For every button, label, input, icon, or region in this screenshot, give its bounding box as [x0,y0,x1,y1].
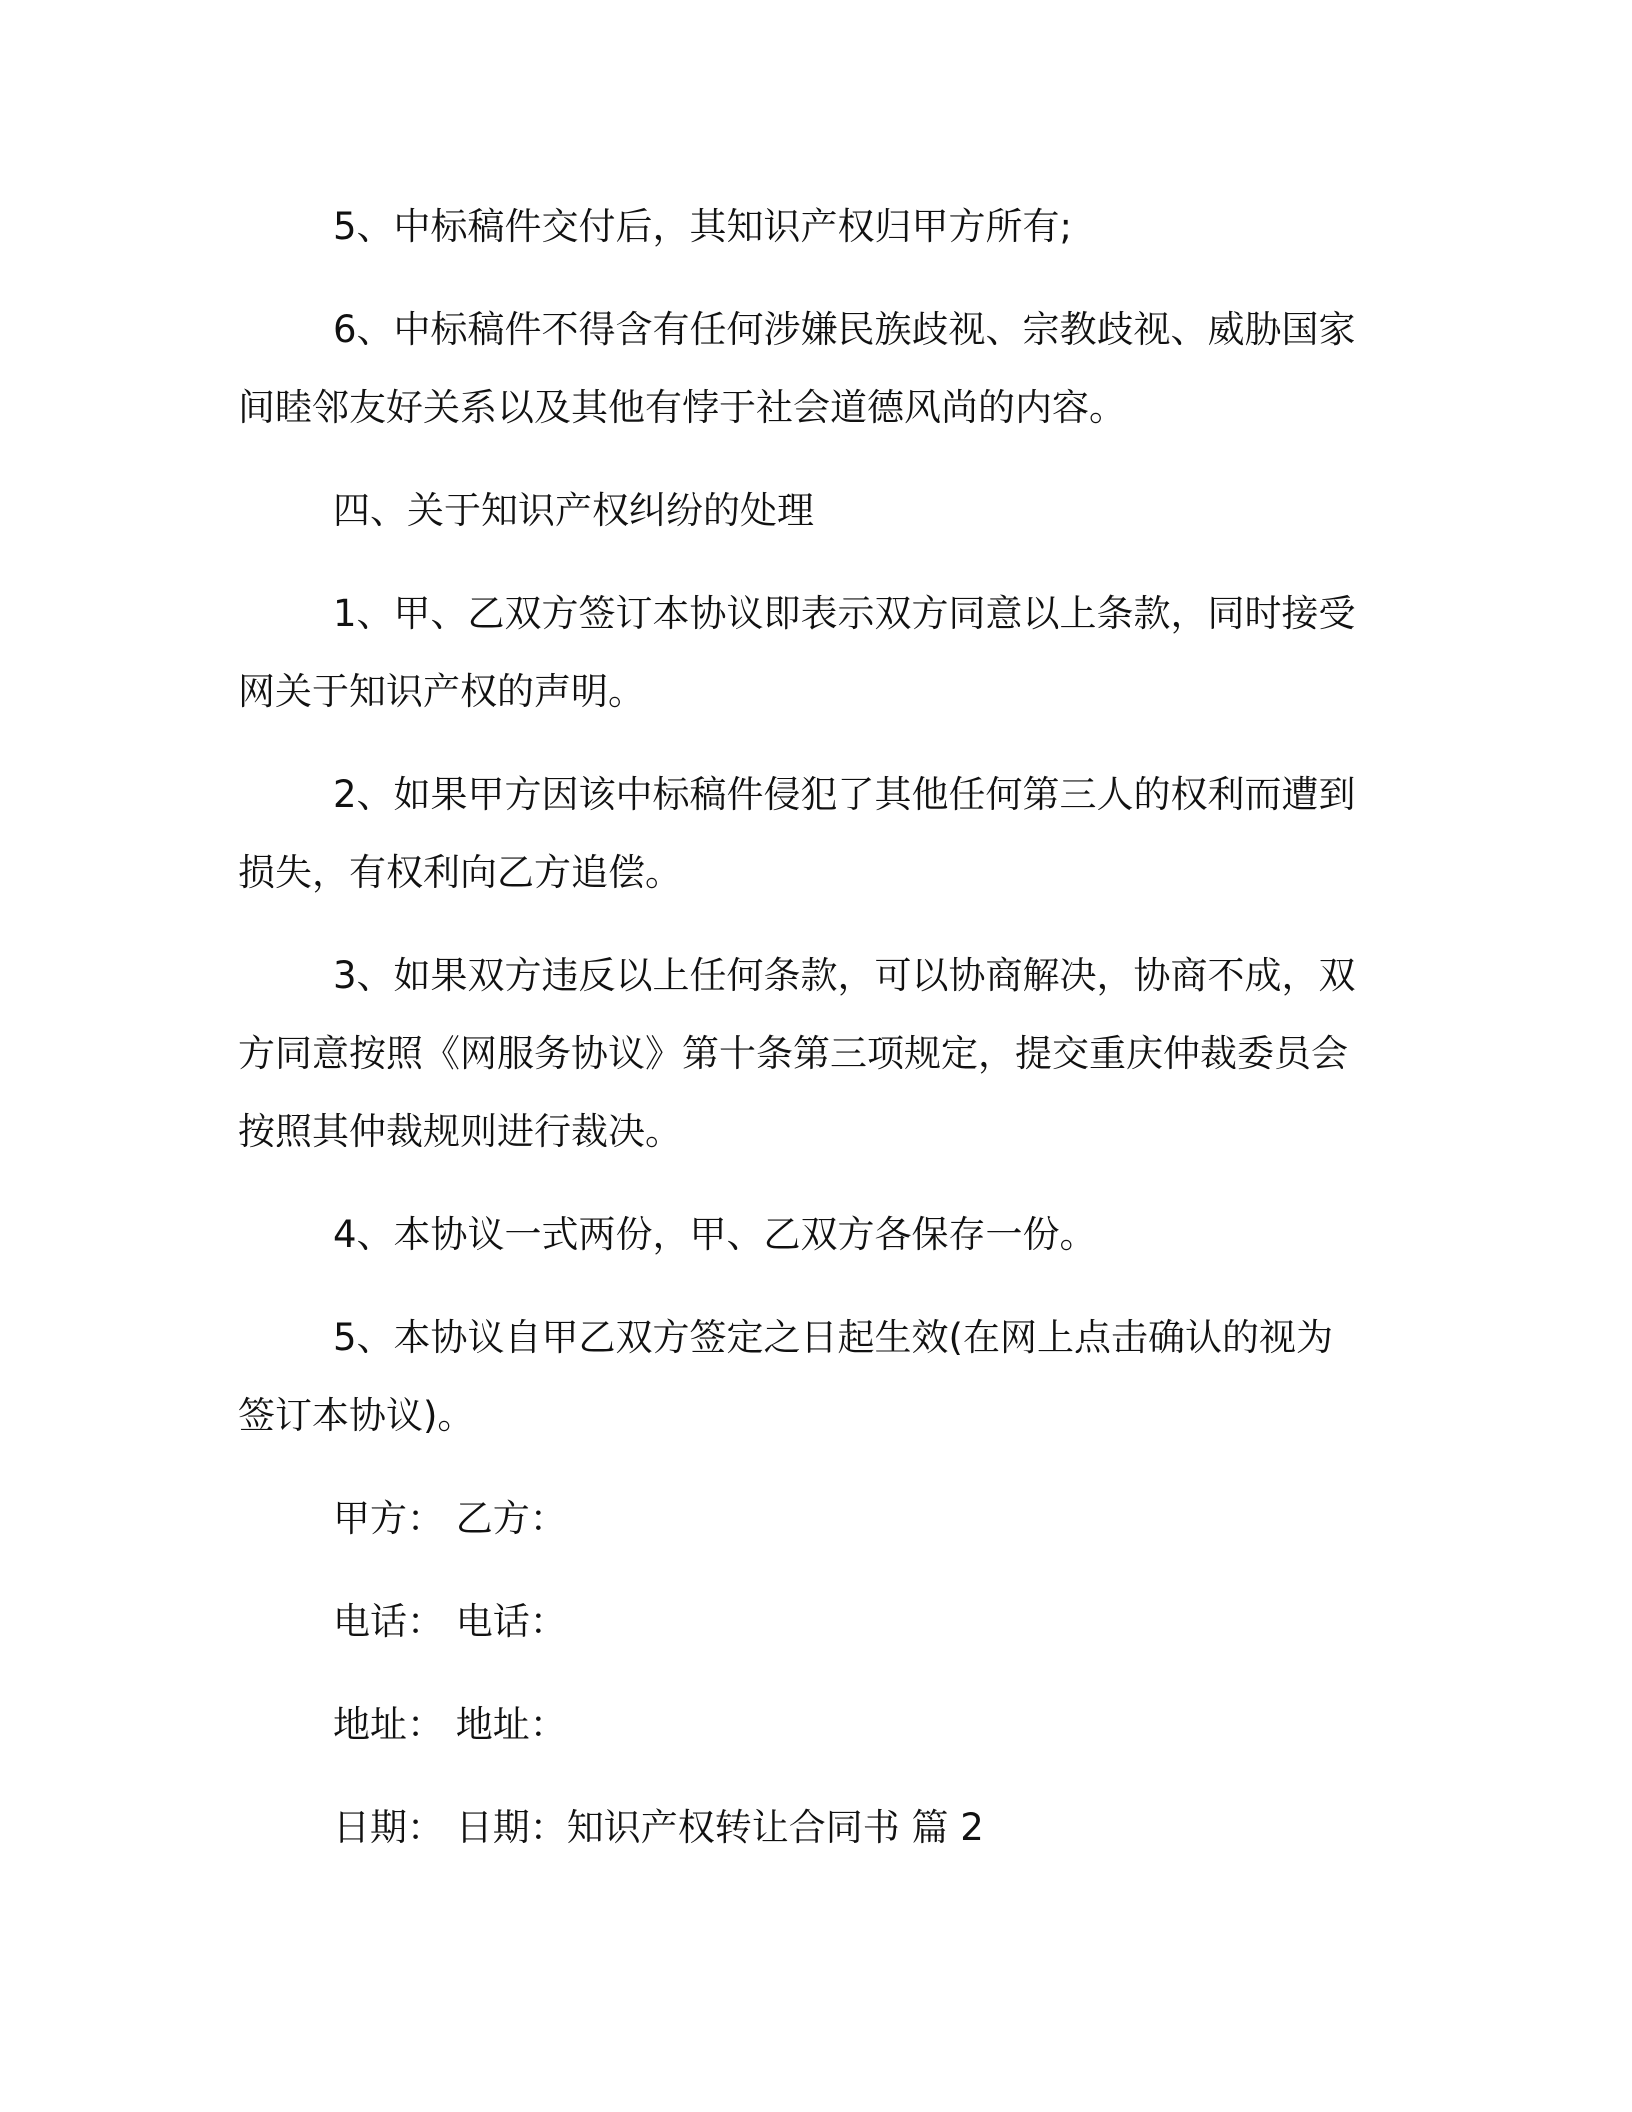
clause-6-content-restriction: 6、中标稿件不得含有任何涉嫌民族歧视、宗教歧视、威胁国家间睦邻友好关系以及其他有悖于社会道德风尚的内容。 [238,308,1356,429]
paragraph-gap [238,1764,1362,1789]
paragraph-gap [238,731,1362,756]
signature-date-line: 日期： 日期：知识产权转让合同书 篇 2 [333,1806,984,1849]
paragraph-gap [238,266,1362,291]
paragraph-gap [238,447,1362,472]
document-page [238,188,1362,1867]
section-4-item-4: 4、本协议一式两份，甲、乙双方各保存一份。 [333,1213,1097,1256]
signature-phone-line: 电话： 电话： [333,1600,567,1643]
section-4-item-1: 1、甲、乙双方签订本协议即表示双方同意以上条款，同时接受网关于知识产权的声明。 [238,592,1356,713]
paragraph-gap [238,1661,1362,1686]
paragraph-gap [238,1455,1362,1480]
signature-parties-line: 甲方： 乙方： [333,1497,567,1540]
section-4-item-2: 2、如果甲方因该中标稿件侵犯了其他任何第三人的权利而遭到损失，有权利向乙方追偿。 [238,773,1356,894]
clause-5-ip-ownership: 5、中标稿件交付后，其知识产权归甲方所有; [333,205,1073,248]
paragraph-gap [238,912,1362,937]
paragraph-gap [238,1171,1362,1196]
paragraph-gap [238,1558,1362,1583]
section-4-item-3: 3、如果双方违反以上任何条款，可以协商解决，协商不成，双方同意按照《网服务协议》第十条第三项规定，提交重庆仲裁委员会按照其仲裁规则进行裁决。 [238,954,1356,1153]
section-4-heading: 四、关于知识产权纠纷的处理 [333,489,814,532]
section-4-item-5: 5、本协议自甲乙双方签定之日起生效(在网上点击确认的视为签订本协议)。 [238,1316,1333,1437]
paragraph-gap [238,1274,1362,1299]
paragraph-gap [238,550,1362,575]
signature-address-line: 地址： 地址： [333,1703,567,1746]
